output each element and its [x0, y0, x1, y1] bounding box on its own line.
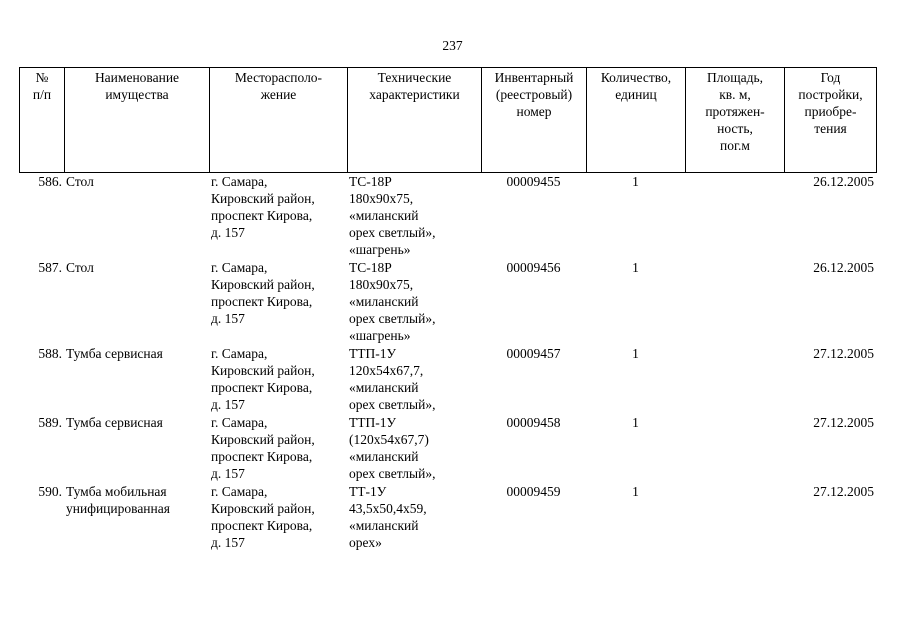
cell-value: 586. — [38, 174, 62, 189]
column-header-tech — [348, 68, 482, 173]
column-header-line: Площадь, — [706, 70, 764, 85]
cell-qty — [586, 414, 685, 483]
cell-value: 588. — [38, 346, 62, 361]
cell-value: 1 — [632, 174, 639, 189]
cell-line: «миланский — [349, 449, 419, 464]
cell-line: ТТП-1У — [349, 346, 397, 361]
cell-num — [19, 345, 64, 414]
cell-line: д. 157 — [211, 535, 245, 550]
column-header-line: протяжен- — [705, 104, 765, 119]
cell-loc — [209, 259, 347, 345]
cell-inv — [481, 345, 586, 414]
column-header-line: Месторасполо- — [234, 70, 323, 85]
cell-inv — [481, 414, 586, 483]
cell-inv — [481, 259, 586, 345]
cell-line: унифицированная — [66, 501, 170, 516]
cell-date — [784, 414, 876, 483]
column-header-line: единиц — [615, 87, 657, 102]
cell-line: 180x90x75, — [349, 191, 414, 206]
table-header — [19, 67, 877, 173]
table-row — [19, 259, 876, 345]
column-header-line: Наименование — [94, 70, 180, 85]
column-header-line: Количество, — [600, 70, 672, 85]
column-header-area — [686, 68, 785, 173]
column-header-qty — [587, 68, 686, 173]
cell-line: ТТ-1У — [349, 484, 387, 499]
column-header-line: постройки, — [798, 87, 863, 102]
cell-line: г. Самара, — [211, 415, 268, 430]
column-header-line: № — [35, 70, 49, 85]
cell-tech — [347, 414, 481, 483]
cell-line: орех светлый», — [349, 397, 436, 412]
cell-name — [64, 345, 209, 414]
cell-qty — [586, 259, 685, 345]
cell-value: 589. — [38, 415, 62, 430]
column-header-line: номер — [516, 104, 552, 119]
cell-value: 587. — [38, 260, 62, 275]
cell-inv — [481, 173, 586, 259]
inventory-table — [19, 173, 876, 552]
cell-line: Тумба сервисная — [66, 415, 163, 430]
cell-value: 1 — [632, 346, 639, 361]
cell-line: 120x54x67,7, — [349, 363, 424, 378]
cell-line: проспект Кирова, — [211, 380, 313, 395]
cell-value: 00009457 — [506, 346, 561, 361]
cell-line: Кировский район, — [211, 191, 315, 206]
cell-tech — [347, 345, 481, 414]
cell-value: 1 — [632, 484, 639, 499]
cell-line: Тумба сервисная — [66, 346, 163, 361]
cell-line: ТС-18Р — [349, 174, 392, 189]
table-row — [19, 345, 876, 414]
cell-line: орех светлый», — [349, 466, 436, 481]
table-row — [19, 483, 876, 552]
column-header-date — [785, 68, 877, 173]
cell-line: д. 157 — [211, 466, 245, 481]
cell-line: г. Самара, — [211, 260, 268, 275]
cell-date — [784, 173, 876, 259]
cell-line: Кировский район, — [211, 277, 315, 292]
cell-line: орех светлый», — [349, 311, 436, 326]
cell-name — [64, 414, 209, 483]
table-body — [19, 173, 876, 552]
cell-line: Тумба мобильная — [66, 484, 167, 499]
cell-inv — [481, 483, 586, 552]
cell-value: 27.12.2005 — [813, 415, 874, 430]
header-row — [20, 68, 877, 173]
cell-line: «шагрень» — [349, 328, 411, 343]
cell-date — [784, 345, 876, 414]
cell-name — [64, 173, 209, 259]
cell-area — [685, 414, 784, 483]
cell-value: 27.12.2005 — [813, 346, 874, 361]
cell-value: 26.12.2005 — [813, 174, 874, 189]
cell-line: г. Самара, — [211, 346, 268, 361]
cell-num — [19, 483, 64, 552]
cell-value: 00009456 — [506, 260, 561, 275]
cell-value: 1 — [632, 415, 639, 430]
cell-value: 00009459 — [506, 484, 561, 499]
cell-value: 27.12.2005 — [813, 484, 874, 499]
cell-num — [19, 259, 64, 345]
column-header-line: характеристики — [369, 87, 460, 102]
cell-value: 00009458 — [506, 415, 561, 430]
cell-line: (120x54x67,7) — [349, 432, 429, 447]
cell-name — [64, 483, 209, 552]
cell-line: проспект Кирова, — [211, 294, 313, 309]
table-row — [19, 173, 876, 259]
cell-tech — [347, 259, 481, 345]
cell-value: 26.12.2005 — [813, 260, 874, 275]
cell-loc — [209, 173, 347, 259]
table-row — [19, 414, 876, 483]
page-number: 237 — [442, 38, 463, 53]
cell-qty — [586, 483, 685, 552]
cell-line: Кировский район, — [211, 501, 315, 516]
column-header-line: (реестровый) — [495, 87, 573, 102]
cell-area — [685, 483, 784, 552]
column-header-line: приобре- — [804, 104, 857, 119]
cell-line: «миланский — [349, 208, 419, 223]
cell-area — [685, 259, 784, 345]
cell-line: д. 157 — [211, 225, 245, 240]
cell-area — [685, 173, 784, 259]
cell-line: д. 157 — [211, 311, 245, 326]
cell-line: Стол — [66, 260, 94, 275]
cell-tech — [347, 483, 481, 552]
column-header-line: пог.м — [720, 138, 750, 153]
column-header-line: кв. м, — [719, 87, 751, 102]
cell-num — [19, 414, 64, 483]
column-header-line: Инвентарный — [494, 70, 574, 85]
cell-loc — [209, 345, 347, 414]
cell-line: «шагрень» — [349, 242, 411, 257]
cell-line: «миланский — [349, 518, 419, 533]
cell-line: ТС-18Р — [349, 260, 392, 275]
column-header-line: имущества — [105, 87, 169, 102]
cell-loc — [209, 414, 347, 483]
cell-line: ТТП-1У — [349, 415, 397, 430]
column-header-num — [20, 68, 65, 173]
cell-line: орех» — [349, 535, 382, 550]
cell-line: проспект Кирова, — [211, 449, 313, 464]
cell-line: «миланский — [349, 294, 419, 309]
cell-line: проспект Кирова, — [211, 518, 313, 533]
cell-value: 00009455 — [506, 174, 561, 189]
cell-qty — [586, 345, 685, 414]
column-header-line: Технические — [377, 70, 452, 85]
cell-line: Стол — [66, 174, 94, 189]
cell-date — [784, 259, 876, 345]
cell-tech — [347, 173, 481, 259]
cell-name — [64, 259, 209, 345]
cell-value: 590. — [38, 484, 62, 499]
cell-area — [685, 345, 784, 414]
cell-line: Кировский район, — [211, 432, 315, 447]
cell-line: д. 157 — [211, 397, 245, 412]
column-header-line: тения — [814, 121, 847, 136]
column-header-line: Год — [820, 70, 841, 85]
cell-num — [19, 173, 64, 259]
cell-loc — [209, 483, 347, 552]
cell-line: г. Самара, — [211, 484, 268, 499]
column-header-line: п/п — [32, 87, 52, 102]
cell-line: Кировский район, — [211, 363, 315, 378]
column-header-line: жение — [260, 87, 297, 102]
column-header-name — [65, 68, 210, 173]
column-header-inv — [482, 68, 587, 173]
cell-value: 1 — [632, 260, 639, 275]
cell-date — [784, 483, 876, 552]
column-header-loc — [210, 68, 348, 173]
cell-line: орех светлый», — [349, 225, 436, 240]
cell-line: г. Самара, — [211, 174, 268, 189]
cell-line: 43,5x50,4x59, — [349, 501, 427, 516]
cell-qty — [586, 173, 685, 259]
cell-line: «миланский — [349, 380, 419, 395]
cell-line: 180x90x75, — [349, 277, 414, 292]
column-header-line: ность, — [717, 121, 753, 136]
cell-line: проспект Кирова, — [211, 208, 313, 223]
